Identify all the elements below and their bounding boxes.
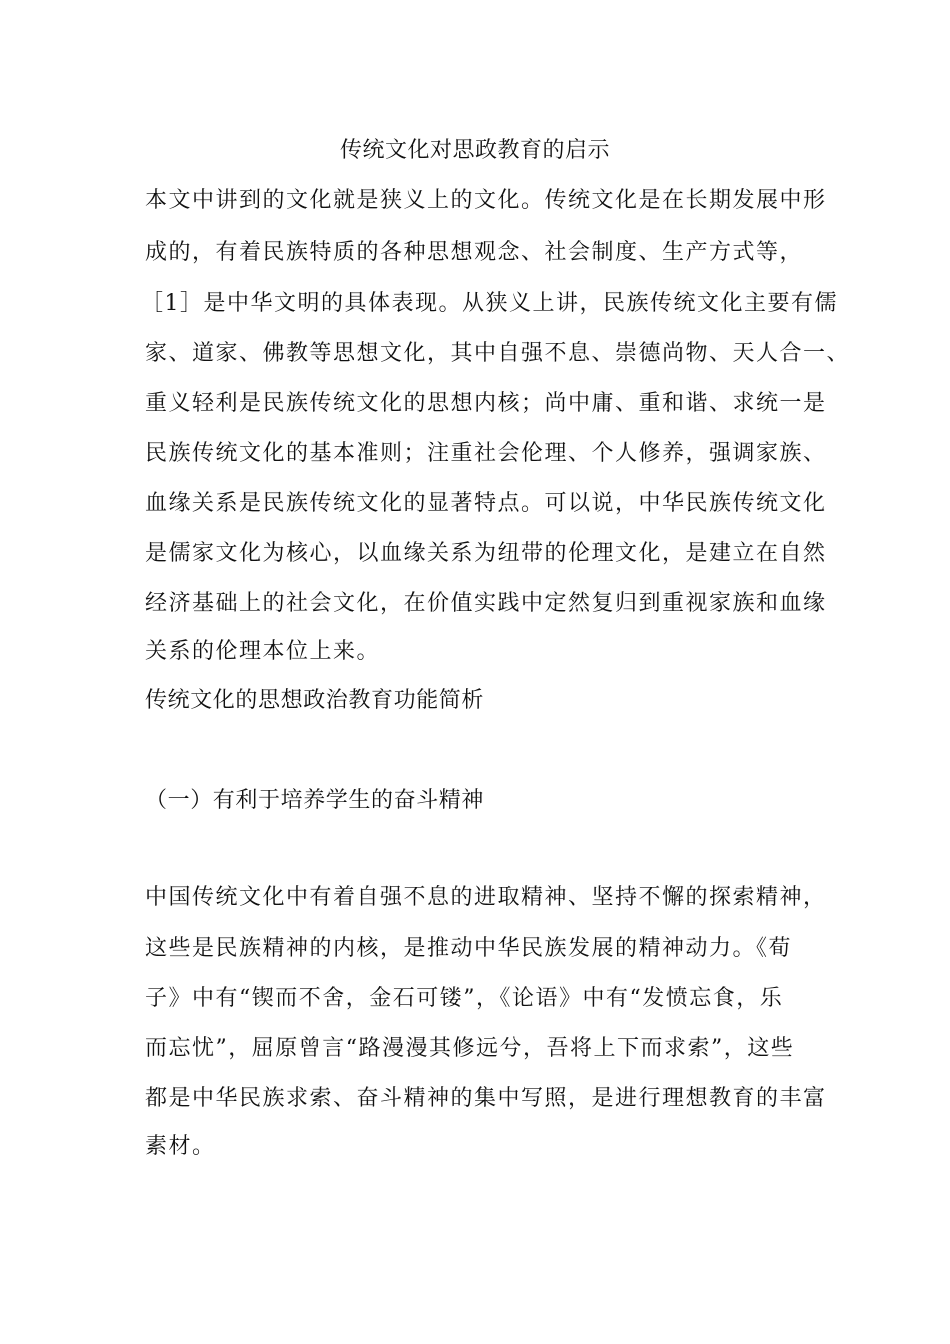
paragraph-1-line-8: 是儒家文化为核心，以血缘关系为纽带的伦理文化，是建立在自然	[145, 541, 827, 566]
subheading: （一）有利于培养学生的奋斗精神	[145, 788, 485, 813]
paragraph-1-line-6: 民族传统文化的基本准则；注重社会伦理、个人修养，强调家族、	[145, 441, 827, 466]
paragraph-1-line-7: 血缘关系是民族传统文化的显著特点。可以说，中华民族传统文化	[145, 491, 827, 516]
paragraph-2-line-2: 这些是民族精神的内核，是推动中华民族发展的精神动力。《荀	[145, 936, 793, 961]
section-heading: 传统文化的思想政治教育功能简析	[145, 688, 485, 713]
document-title: 传统文化对思政教育的启示	[339, 138, 610, 163]
paragraph-1-line-2: 成的，有着民族特质的各种思想观念、社会制度、生产方式等，	[145, 240, 804, 265]
paragraph-2-line-3: 子》中有“锲而不舍，金石可镂”，《论语》中有“发愤忘食，乐	[145, 986, 784, 1011]
paragraph-1-line-4: 家、道家、佛教等思想文化，其中自强不息、崇德尚物、天人合一、	[145, 341, 851, 366]
paragraph-1-line-10: 关系的伦理本位上来。	[145, 639, 381, 664]
paragraph-1-line-1: 本文中讲到的文化就是狭义上的文化。传统文化是在长期发展中形	[145, 188, 827, 213]
paragraph-1-line-9: 经济基础上的社会文化，在价值实践中定然复归到重视家族和血缘	[145, 591, 827, 616]
paragraph-1-line-3: ［1］是中华文明的具体表现。从狭义上讲，民族传统文化主要有儒	[141, 291, 838, 316]
paragraph-2-line-5: 都是中华民族求索、奋斗精神的集中写照，是进行理想教育的丰富	[145, 1086, 827, 1111]
paragraph-2-line-1: 中国传统文化中有着自强不息的进取精神、坚持不懈的探索精神，	[145, 885, 827, 910]
paragraph-1-line-5: 重义轻利是民族传统文化的思想内核；尚中庸、重和谐、求统一是	[145, 391, 827, 416]
paragraph-2-line-4: 而忘忧”，屈原曾言“路漫漫其修远兮，吾将上下而求索”，这些	[145, 1036, 795, 1061]
paragraph-2-line-6: 素材。	[145, 1134, 216, 1159]
